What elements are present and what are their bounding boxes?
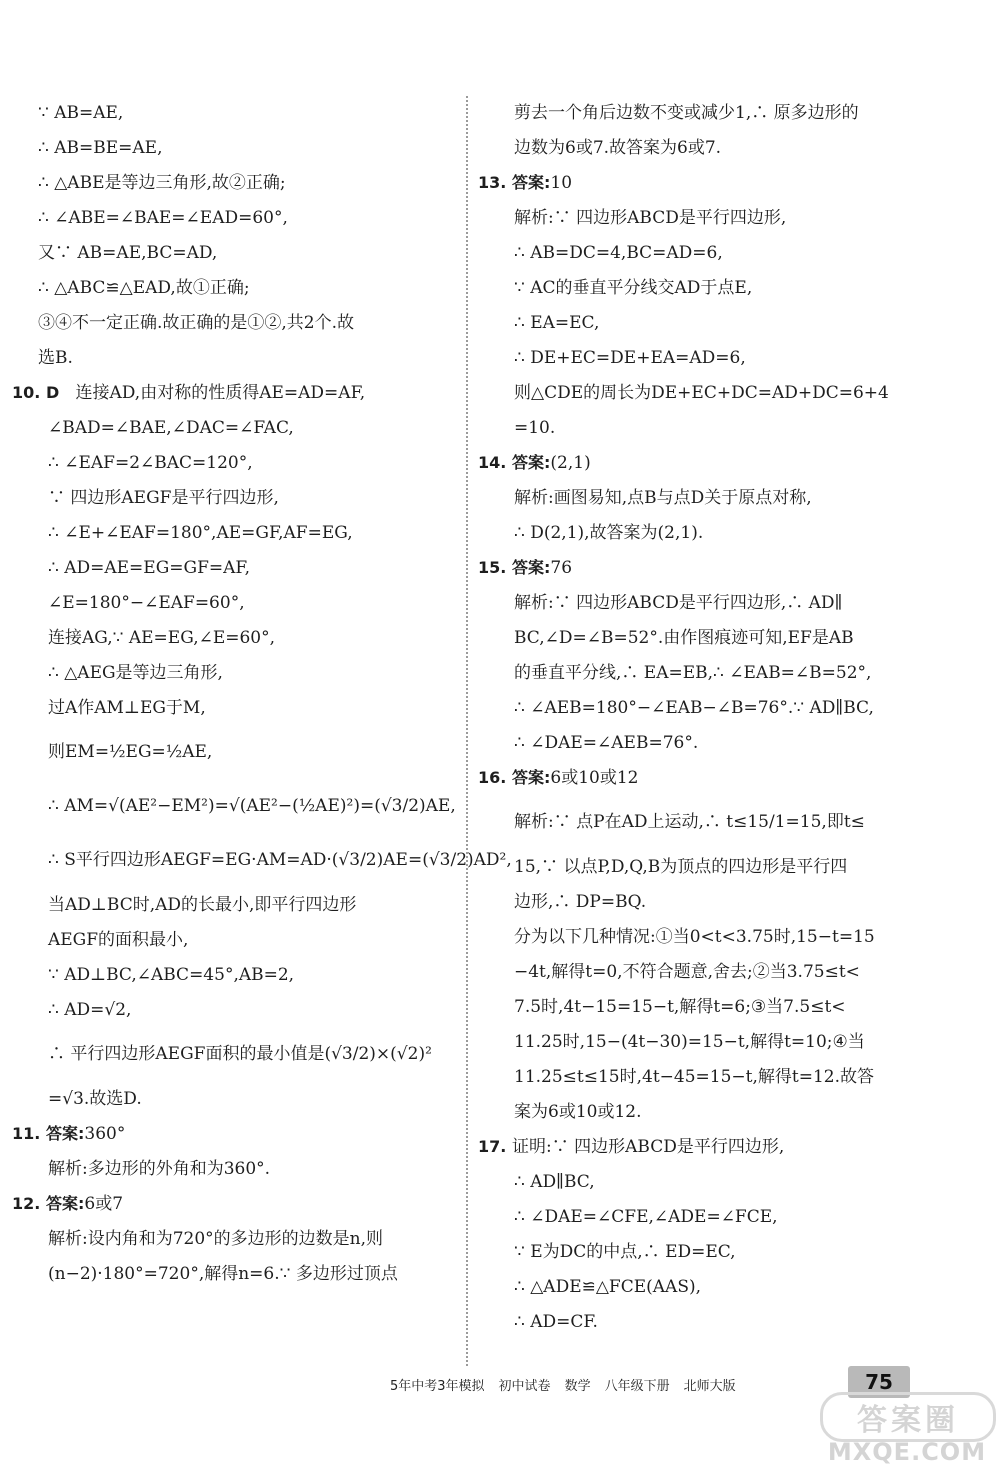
- text-line: ∴ ∠AEB=180°−∠EAB−∠B=76°.∵ AD∥BC,: [514, 698, 874, 718]
- answer-label: 答案:: [46, 1194, 85, 1213]
- formula-line: 则EM=½EG=½AE,: [48, 742, 213, 762]
- question-17-header: [478, 1130, 948, 1165]
- answer-label: 答案:: [512, 453, 551, 472]
- text-line: ∵ AC的垂直平分线交AD于点E,: [514, 278, 753, 298]
- text-line: 当AD⊥BC时,AD的长最小,即平行四边形: [48, 895, 357, 915]
- text-line: 7.5时,4t−15=15−t,解得t=6;③当7.5≤t<: [514, 997, 846, 1017]
- footer-edition: 北师大版: [683, 1378, 736, 1394]
- text-line: (n−2)·180°=720°,解得n=6.∵ 多边形过顶点: [48, 1264, 398, 1284]
- answer-label: 答案:: [512, 558, 551, 577]
- page-number: 75: [848, 1366, 910, 1398]
- text-line: 边数为6或7.故答案为6或7.: [514, 138, 722, 158]
- question-number: 16.: [478, 768, 507, 787]
- answer-value: 6或10或12: [550, 768, 639, 788]
- question-14-header: [478, 446, 948, 481]
- question-number: 11.: [12, 1124, 41, 1143]
- text-line: ∴ EA=EC,: [514, 313, 600, 333]
- text-line: 剪去一个角后边数不变或减少1,∴ 原多边形的: [514, 103, 859, 123]
- text-line: =√3.故选D.: [48, 1089, 142, 1109]
- answer-value: 76: [550, 558, 573, 578]
- text-line: BC,∠D=∠B=52°.由作图痕迹可知,EF是AB: [514, 628, 854, 648]
- text-line: ∴ △ABC≌△EAD,故①正确;: [38, 278, 250, 298]
- question-number: 10.: [12, 383, 41, 402]
- answer-label: 答案:: [512, 173, 551, 192]
- question-10-header: [12, 376, 462, 411]
- answer-value: (2,1): [550, 453, 591, 473]
- text-line: 又∵ AB=AE,BC=AD,: [38, 243, 218, 263]
- formula-line: ∴ S平行四边形AEGF=EG·AM=AD·(√3/2)AE=(√3/2)AD²,: [48, 850, 512, 870]
- text-line: ∴ ∠DAE=∠CFE,∠ADE=∠FCE,: [514, 1207, 778, 1227]
- text-line: 11.25≤t≤15时,4t−45=15−t,解得t=12.故答: [514, 1067, 875, 1087]
- text-line: 的垂直平分线,∴ EA=EB,∴ ∠EAB=∠B=52°,: [514, 663, 872, 683]
- footer-book-title: 5年中考3年模拟: [390, 1378, 485, 1394]
- formula-line: 解析:∵ 点P在AD上运动,∴ t≤15/1=15,即t≤: [514, 812, 865, 832]
- text-line: 解析:设内角和为720°的多边形的边数是n,则: [48, 1229, 384, 1249]
- question-number: 13.: [478, 173, 507, 192]
- answer-value: 10: [550, 173, 573, 193]
- text-line: 则△CDE的周长为DE+EC+DC=AD+DC=6+4: [514, 383, 889, 403]
- answer-value: 360°: [84, 1124, 126, 1144]
- text-line: 解析:多边形的外角和为360°.: [48, 1159, 271, 1179]
- text-line: ∴ D(2,1),故答案为(2,1).: [514, 523, 704, 543]
- text-line: ∴ AB=DC=4,BC=AD=6,: [514, 243, 723, 263]
- text-line: ∵ AB=AE,: [38, 103, 124, 123]
- question-12-header: [12, 1187, 462, 1222]
- formula-line: ∴ 平行四边形AEGF面积的最小值是(√3/2)×(√2)²: [48, 1044, 432, 1064]
- question-number: 15.: [478, 558, 507, 577]
- question-11-header: [12, 1117, 462, 1152]
- text-line: ∴ △ADE≌△FCE(AAS),: [514, 1277, 702, 1297]
- text-line: ∵ 四边形AEGF是平行四边形,: [48, 488, 279, 508]
- question-number: 12.: [12, 1194, 41, 1213]
- question-number: 14.: [478, 453, 507, 472]
- footer-subject: 数学: [564, 1378, 591, 1394]
- text-line: 连接AG,∵ AE=EG,∠E=60°,: [48, 628, 276, 648]
- text-line: 15,∵ 以点P,D,Q,B为顶点的四边形是平行四: [514, 857, 848, 877]
- watermark-logo: 答案圈: [820, 1392, 996, 1442]
- text-line: ∴ AB=BE=AE,: [38, 138, 163, 158]
- text-line: ∠E=180°−∠EAF=60°,: [48, 593, 245, 613]
- text-line: ∵ E为DC的中点,∴ ED=EC,: [514, 1242, 736, 1262]
- text-line: 分为以下几种情况:①当0<t<3.75时,15−t=15: [514, 927, 875, 947]
- watermark-url: MXQE.COM: [827, 1438, 987, 1466]
- text-line: 解析:画图易知,点B与点D关于原点对称,: [514, 488, 812, 508]
- text-line: 选B.: [38, 348, 73, 368]
- proof-text: 证明:∵ 四边形ABCD是平行四边形,: [512, 1137, 785, 1157]
- footer-grade: 八年级下册: [604, 1378, 670, 1394]
- text-line: 案为6或10或12.: [514, 1102, 642, 1122]
- text-line: ③④不一定正确.故正确的是①②,共2个.故: [38, 313, 355, 333]
- text-line: ∴ ∠DAE=∠AEB=76°.: [514, 733, 699, 753]
- text-line: ∴ ∠ABE=∠BAE=∠EAD=60°,: [38, 208, 288, 228]
- formula-line: ∴ AM=√(AE²−EM²)=√(AE²−(½AE)²)=(√3/2)AE,: [48, 796, 456, 816]
- text-line: 过A作AM⊥EG于M,: [48, 698, 206, 718]
- answer-label: 答案:: [512, 768, 551, 787]
- question-13-header: [478, 166, 948, 201]
- text-line: ∴ ∠EAF=2∠BAC=120°,: [48, 453, 253, 473]
- solution-text: 连接AD,由对称的性质得AE=AD=AF,: [75, 383, 366, 403]
- text-line: ∵ AD⊥BC,∠ABC=45°,AB=2,: [48, 965, 295, 985]
- text-line: AEGF的面积最小,: [48, 930, 189, 950]
- question-16-header: [478, 761, 948, 796]
- question-15-header: [478, 551, 948, 586]
- text-line: ∴ DE+EC=DE+EA=AD=6,: [514, 348, 746, 368]
- text-line: 解析:∵ 四边形ABCD是平行四边形,∴ AD∥: [514, 593, 843, 613]
- column-divider: [466, 96, 468, 1366]
- answer-label: 答案:: [46, 1124, 85, 1143]
- footer-series: 初中试卷: [498, 1378, 551, 1394]
- answer-value: 6或7: [84, 1194, 124, 1214]
- text-line: ∴ ∠E+∠EAF=180°,AE=GF,AF=EG,: [48, 523, 353, 543]
- text-line: −4t,解得t=0,不符合题意,舍去;②当3.75≤t<: [514, 962, 860, 982]
- text-line: ∴ AD=√2,: [48, 1000, 132, 1020]
- right-column: [478, 96, 948, 1340]
- text-line: ∴ △AEG是等边三角形,: [48, 663, 223, 683]
- question-number: 17.: [478, 1137, 507, 1156]
- text-line: 边形,∴ DP=BQ.: [514, 892, 647, 912]
- text-line: =10.: [514, 418, 556, 438]
- text-line: ∴ AD∥BC,: [514, 1172, 595, 1192]
- text-line: ∴ △ABE是等边三角形,故②正确;: [38, 173, 286, 193]
- answer-choice: D: [46, 383, 60, 402]
- text-line: 解析:∵ 四边形ABCD是平行四边形,: [514, 208, 787, 228]
- text-line: 11.25时,15−(4t−30)=15−t,解得t=10;④当: [514, 1032, 865, 1052]
- text-line: ∠BAD=∠BAE,∠DAC=∠FAC,: [48, 418, 294, 438]
- text-line: ∴ AD=CF.: [514, 1312, 598, 1332]
- text-line: ∴ AD=AE=EG=GF=AF,: [48, 558, 250, 578]
